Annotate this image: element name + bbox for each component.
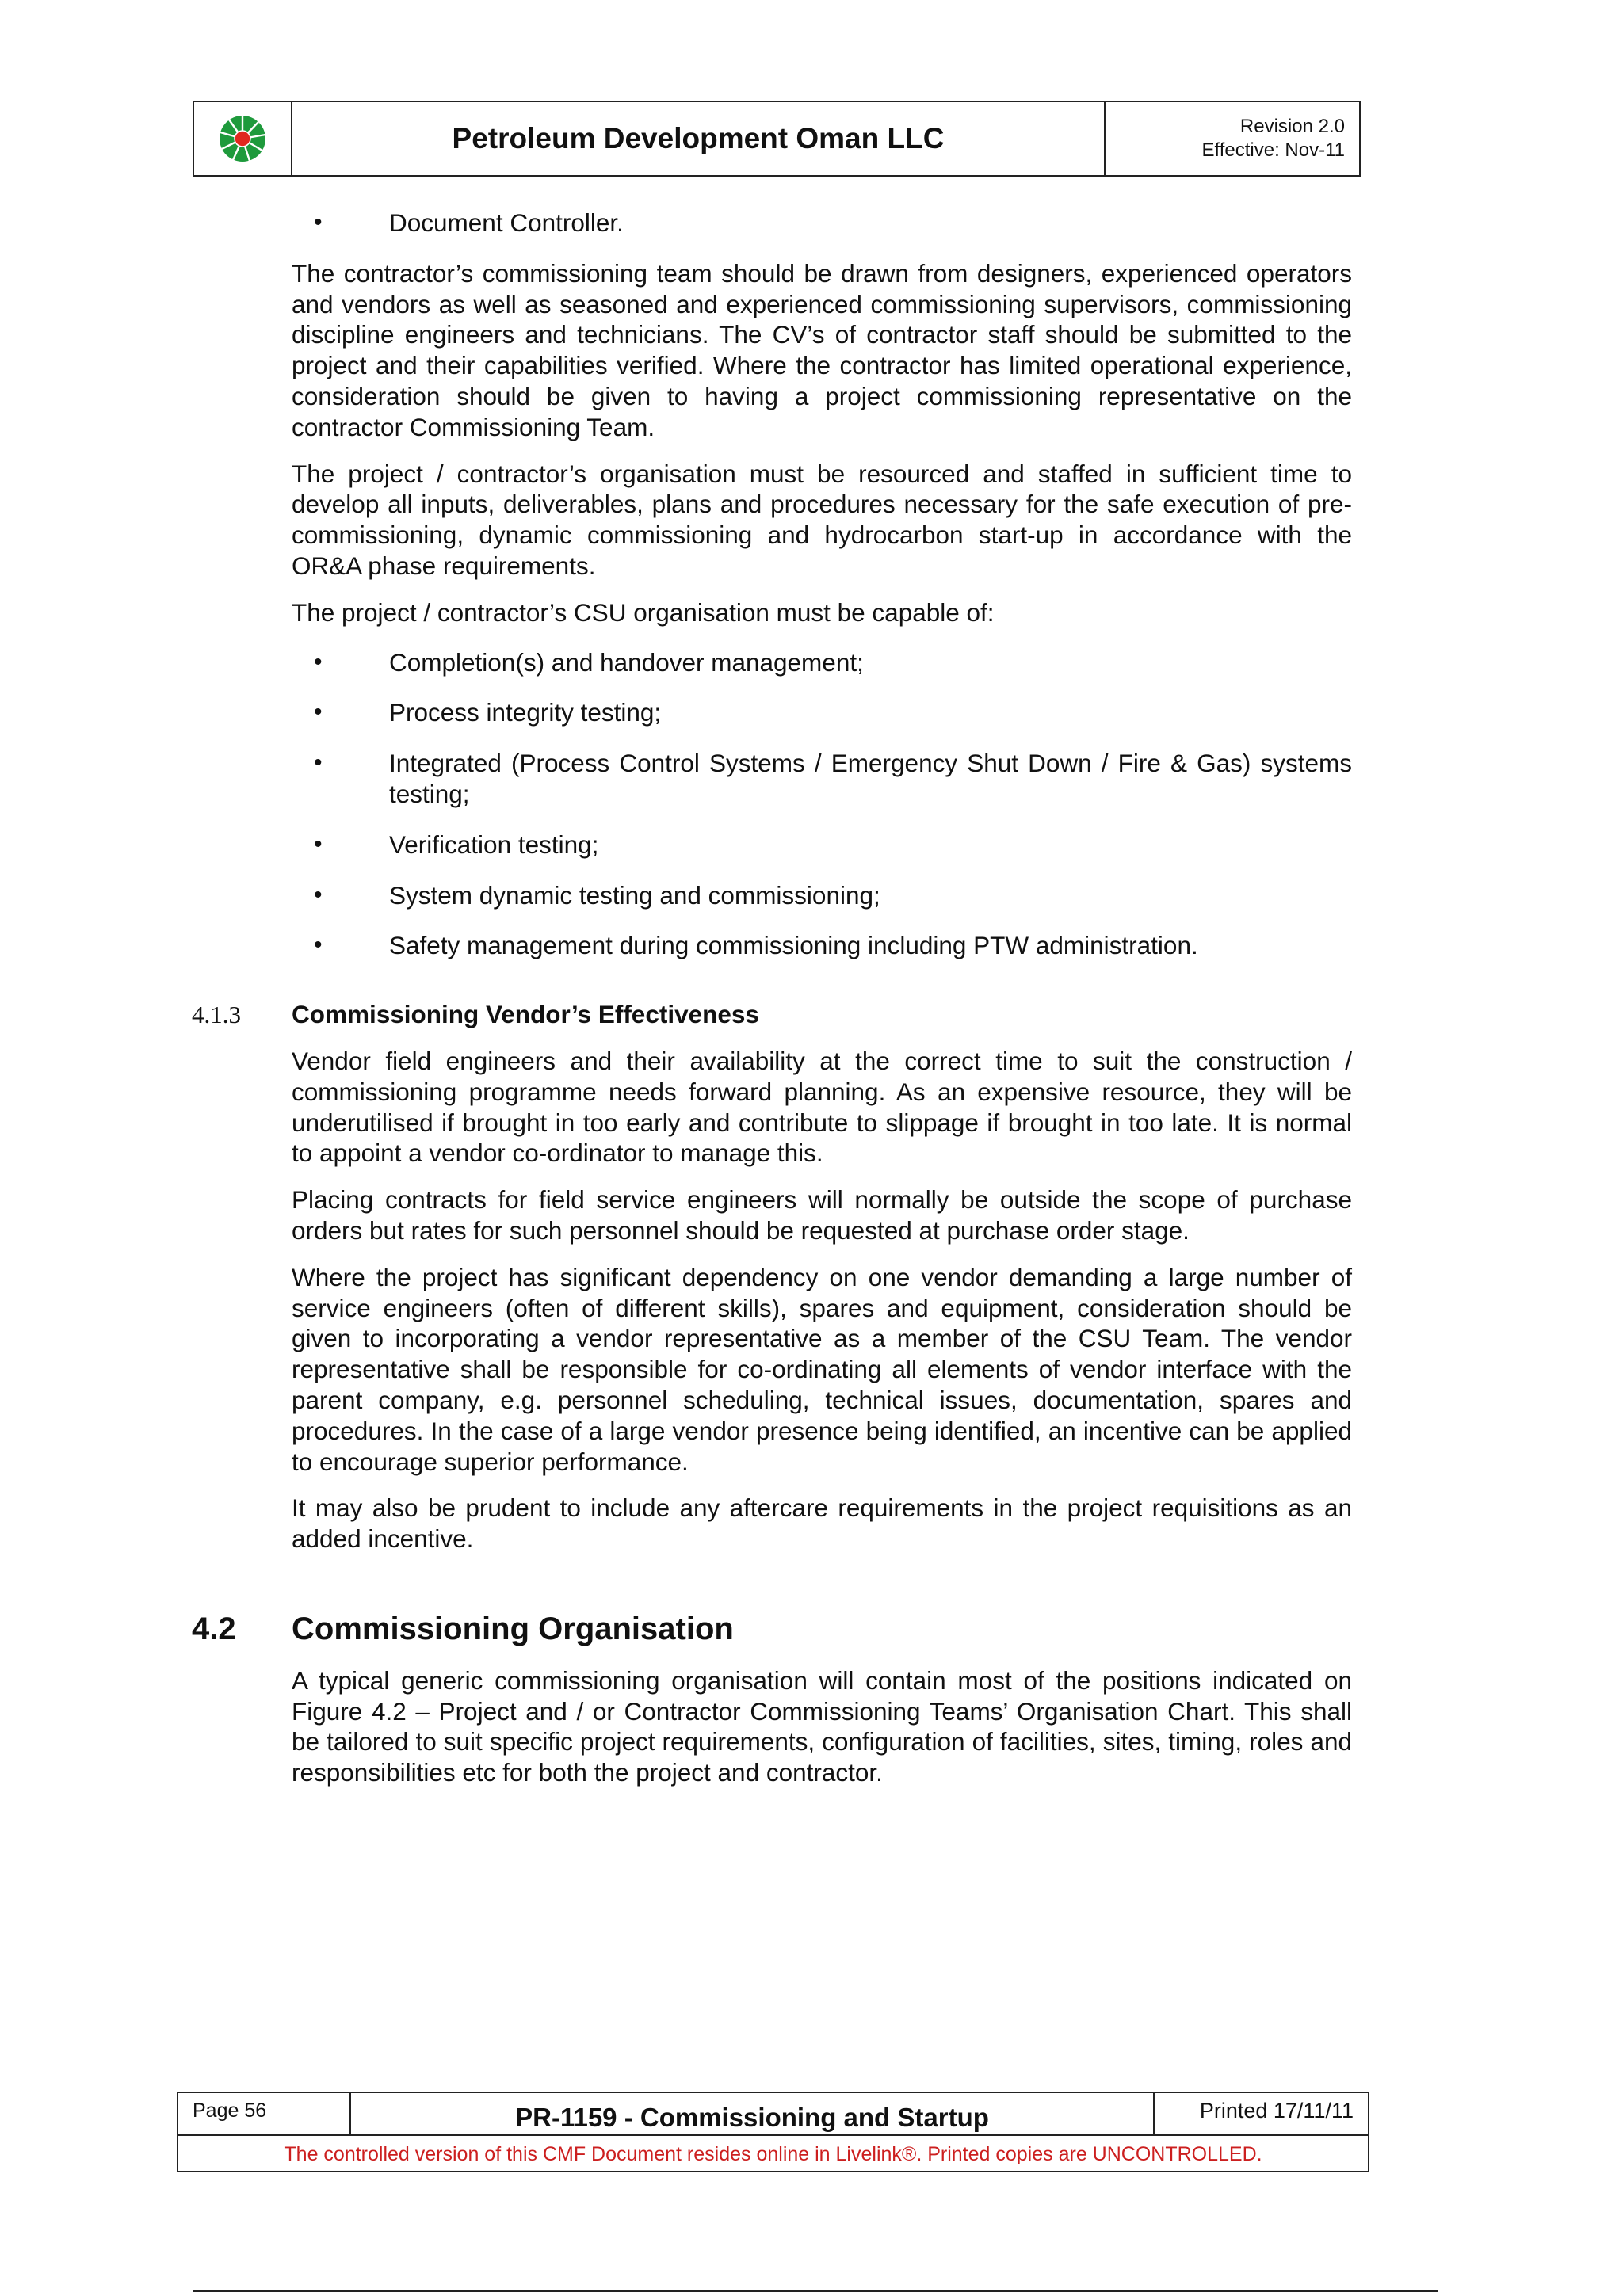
effective-date: Effective: Nov-11 [1201,139,1345,161]
paragraph: Where the project has significant dependency on one vendor demanding a large number of service engineers (often of different skills), spares and equipment, consideration should be given to incorporating a vendor representative as a member of the CSU Team. The vendor representative shall be responsible for co-ordinating all elements of vendor interface with the parent company, e.g. personnel scheduling, technical issues, documentation, spares and procedures. In the case of a large vendor presence being identified, an incentive can be applied to encourage superior performance. [292,1262,1352,1476]
list-item-text: Verification testing; [389,830,599,859]
list-item-text: Document Controller. [389,208,624,237]
list-item [292,830,1352,860]
list-item-text: Process integrity testing; [389,698,662,727]
footer-info-row [178,2093,1368,2136]
list-item [292,647,1352,678]
page-header [193,101,1361,177]
company-name: Petroleum Development Oman LLC [292,102,1106,175]
section-number: 4.1.3 [192,1001,241,1029]
list-item [292,930,1352,961]
section-title: Commissioning Vendor’s Effectiveness [292,1000,759,1029]
list-item-text: Integrated (Process Control Systems / Emergency Shut Down / Fire & Gas) systems testing; [389,749,1352,808]
bullet-marker: • [314,830,323,857]
paragraph: Vendor field engineers and their availability at the correct time to suit the construction / commissioning programme needs forward planning. As an expensive resource, they will be underutilised if brought in too early and contribute to slippage if brought in too late. It is normal to appoint a vendor co-ordinator to manage this. [292,1046,1352,1168]
pdo-shell-logo-icon [218,114,267,163]
section-heading-4-2 [192,1610,1352,1648]
section-title: Commissioning Organisation [292,1611,734,1646]
bullet-marker: • [314,932,323,959]
paragraph: It may also be prudent to include any aftercare requirements in the project requisitions as an added incentive. [292,1493,1352,1554]
paragraph: The contractor’s commissioning team should be drawn from designers, experienced operators and vendors as well as seasoned and experienced commissioning supervisors, commissioning discipline engineers and technicians. The CV’s of contractor staff should be submitted to the project and their capabilities verified. Where the contractor has limited operational experience, consideration should be given to having a project commissioning representative on the contractor Commissioning Team. [292,258,1352,441]
controlled-document-notice: The controlled version of this CMF Document resides online in Livelink®. Printed copies are UNCONTROLLED. [284,2142,1262,2165]
list-item-text: Safety management during commissioning including PTW administration. [389,931,1198,960]
page-bottom-rule [193,2290,1438,2292]
list-item [292,208,1352,238]
bullet-marker: • [314,699,323,726]
document-body [192,208,1352,1804]
list-item-text: Completion(s) and handover management; [389,647,864,677]
bullet-marker: • [314,648,323,675]
paragraph: The project / contractor’s organisation must be resourced and staffed in sufficient time to develop all inputs, deliverables, plans and procedures necessary for the safe execution of pre-commissioning, dynamic commissioning and hydrocarbon start-up in accordance with the OR&A phase requirements. [292,459,1352,580]
section-number: 4.2 [192,1611,236,1646]
revision-label: Revision 2.0 [1239,116,1345,137]
paragraph: A typical generic commissioning organisation will contain most of the positions indicated on Figure 4.2 – Project and / or Contractor Commissioning Teams’ Organisation Chart. This shall be tailored to suit specific project requirements, configuration of facilities, sites, timing, roles and responsibilities etc for both the project and contractor. [292,1665,1352,1787]
list-item [292,697,1352,728]
page-footer [177,2092,1369,2172]
paragraph: Placing contracts for field service engineers will normally be outside the scope of purchase orders but rates for such personnel should be requested at purchase order stage. [292,1185,1352,1245]
logo-cell [194,102,292,175]
section-heading-4-1-3 [192,999,1352,1030]
list-item [292,748,1352,810]
printed-date: Printed 17/11/11 [1199,2099,1354,2122]
bullet-marker: • [314,209,323,235]
list-item-text: System dynamic testing and commissioning; [389,880,880,910]
document-title: PR-1159 - Commissioning and Startup [351,2093,1155,2134]
paragraph: The project / contractor’s CSU organisation must be capable of: [292,597,995,627]
page-number: Page 56 [178,2093,351,2134]
bullet-marker: • [314,749,323,776]
revision-block [1106,102,1359,175]
bullet-marker: • [314,881,323,908]
capabilities-list [292,647,1352,962]
list-item [292,880,1352,911]
